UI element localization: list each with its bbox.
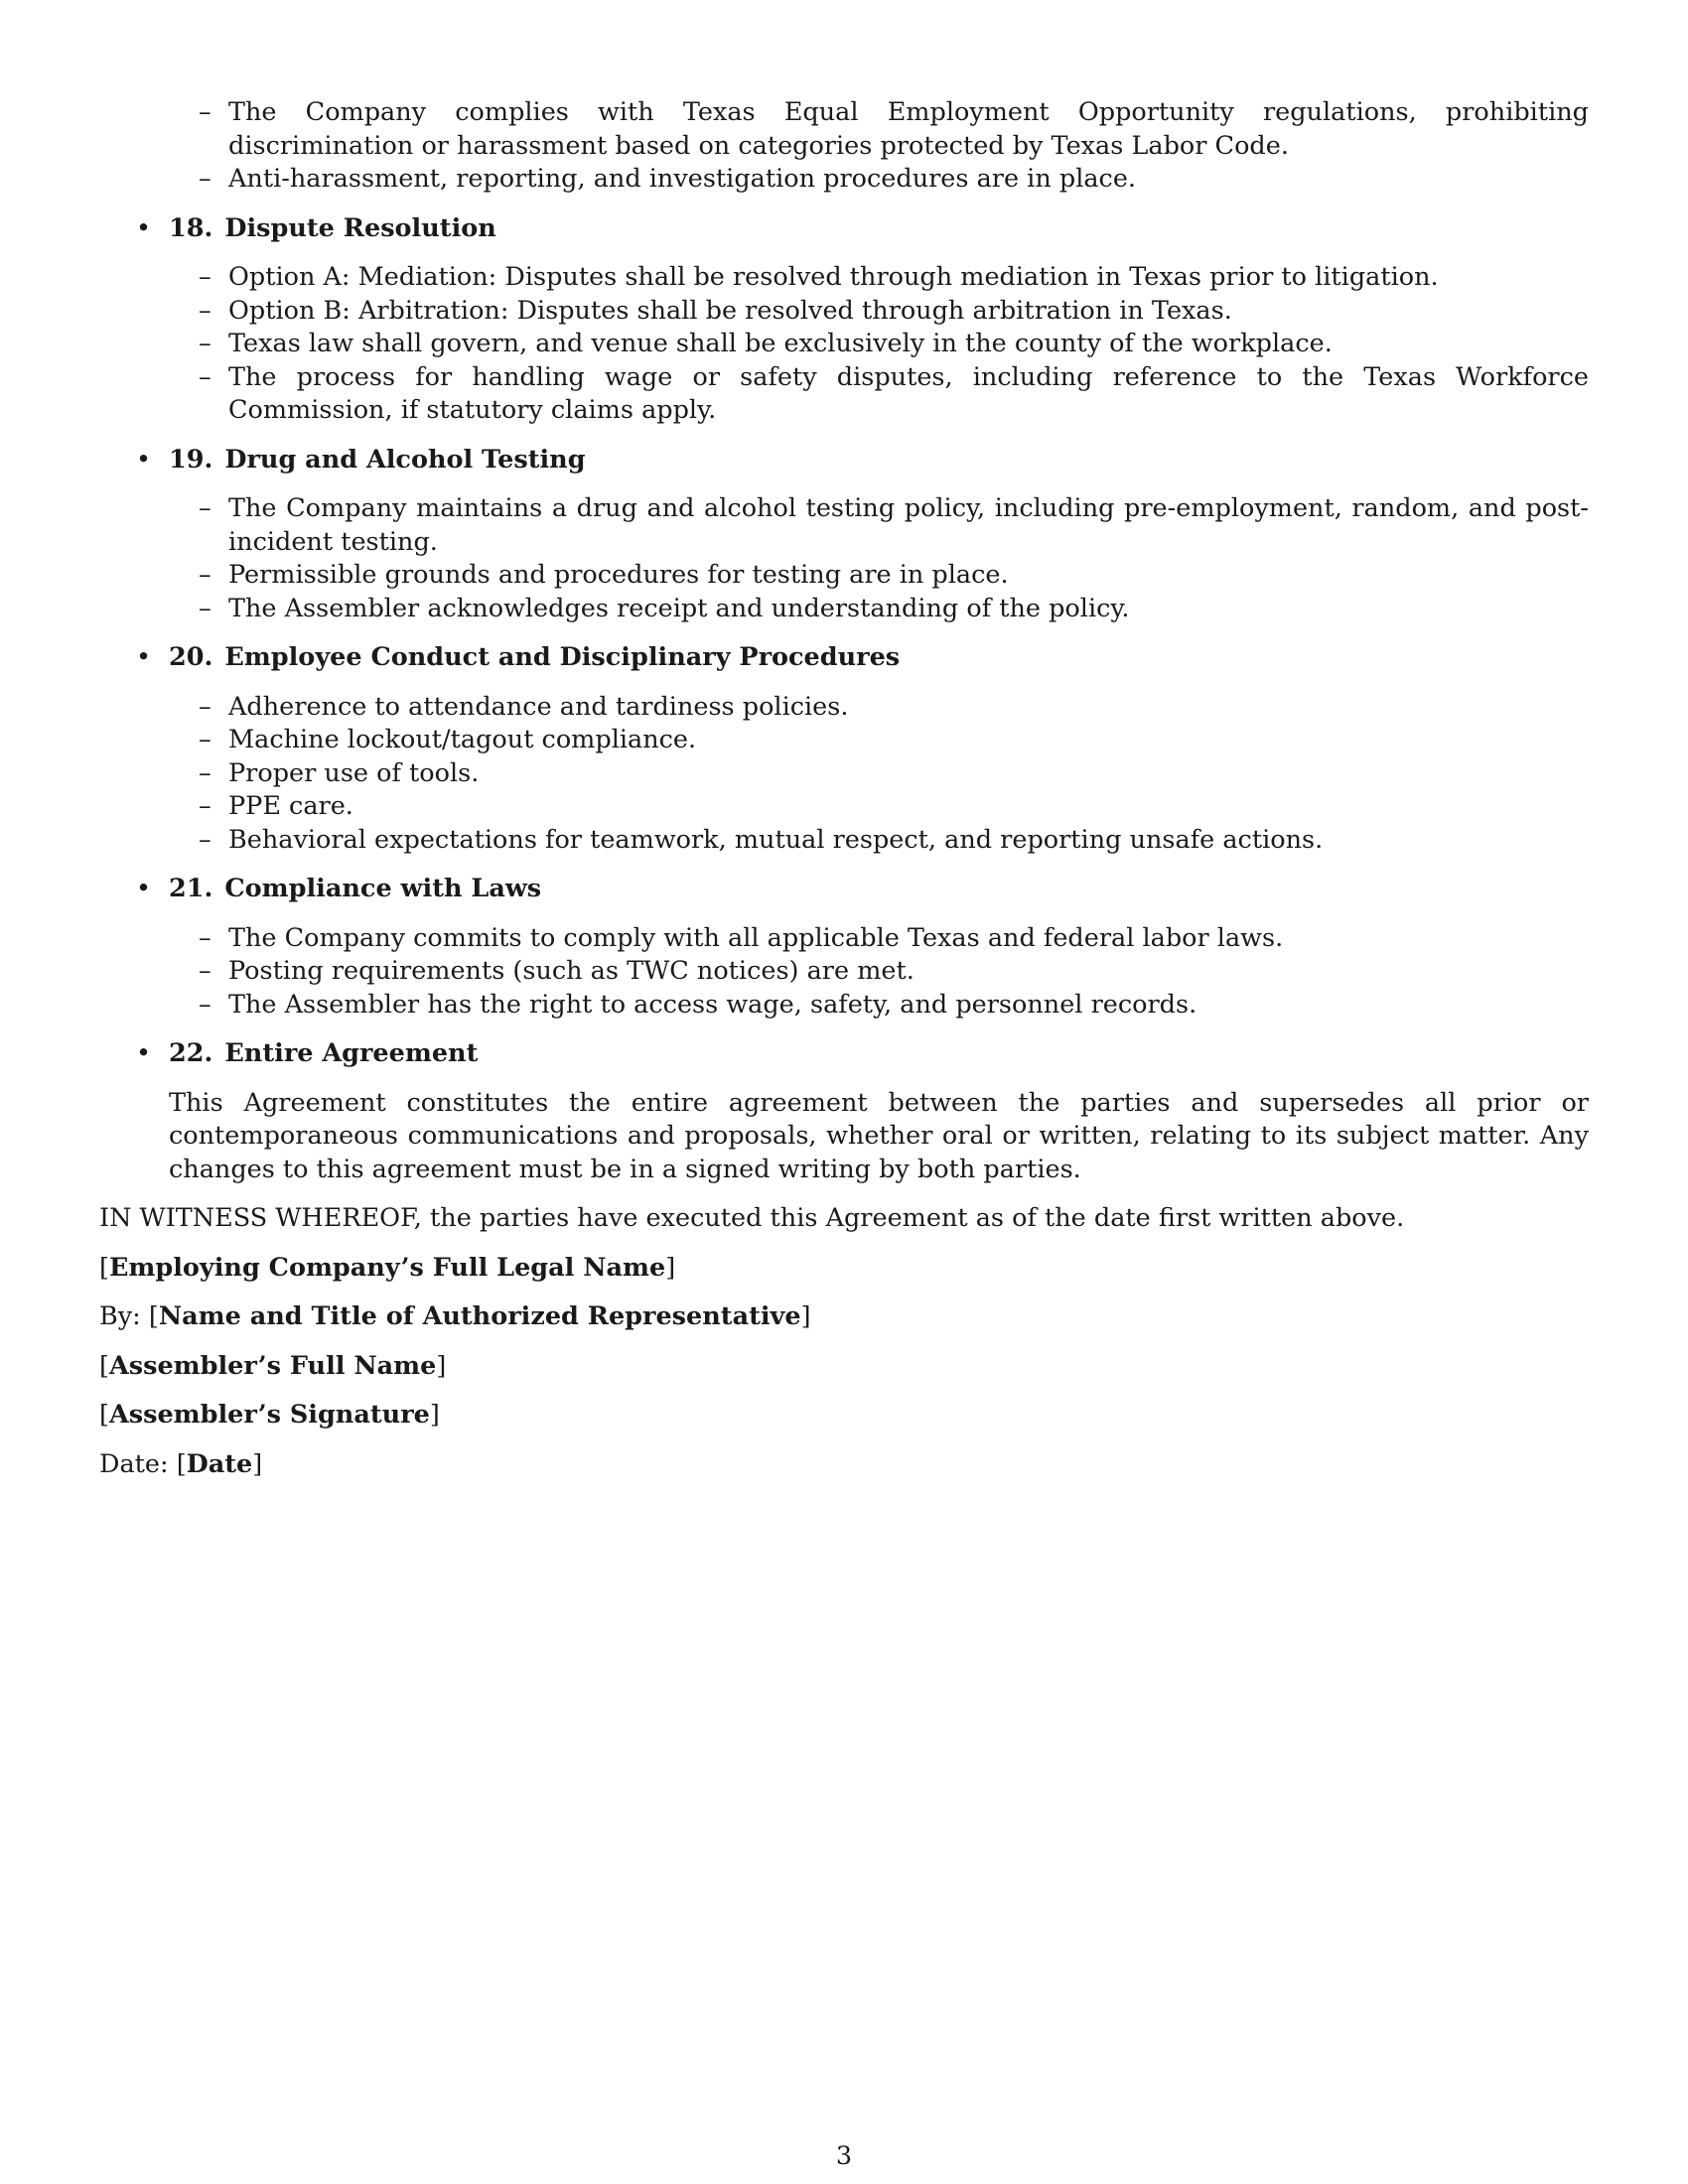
list-item: – The process for handling wage or safety disputes, including reference to the Texas Workforce Commission, if statutory claims apply.	[199, 361, 1589, 425]
list-item: – Option B: Arbitration: Disputes shall be resolved through arbitration in Texas.	[228, 295, 1589, 329]
assembler-name-placeholder: Assembler’s Full Name	[108, 1350, 437, 1381]
dash-marker: –	[199, 97, 211, 127]
list-item: – Option A: Mediation: Disputes shall be resolved through mediation in Texas prior to litigation.	[228, 261, 1589, 295]
list-item: – Proper use of tools.	[228, 757, 1589, 791]
bullet-marker: •	[136, 642, 152, 672]
section-drug-alcohol-testing	[99, 444, 1589, 626]
bracket-close: ]	[436, 1350, 447, 1381]
section-title: Entire Agreement	[224, 1038, 479, 1068]
section-heading	[99, 212, 1589, 246]
date-label: Date:	[99, 1448, 169, 1479]
section-heading	[99, 444, 1589, 478]
bracket-open: [	[148, 1301, 159, 1331]
list-item: – Behavioral expectations for teamwork, mutual respect, and reporting unsafe actions.	[228, 824, 1589, 858]
section-title: Drug and Alcohol Testing	[224, 444, 586, 475]
section-list	[99, 922, 1589, 1023]
bracket-open: [	[176, 1448, 187, 1479]
section-entire-agreement	[99, 1037, 1589, 1186]
dash-marker: –	[199, 295, 211, 326]
list-item: – The Company commits to comply with all applicable Texas and federal labor laws.	[228, 922, 1589, 956]
dash-marker: –	[199, 560, 211, 590]
company-name-placeholder: Employing Company’s Full Legal Name	[108, 1252, 666, 1283]
list-item: – Anti-harassment, reporting, and investigation procedures are in place.	[228, 163, 1589, 197]
company-name-line	[99, 1252, 1589, 1286]
dash-marker: –	[199, 791, 211, 821]
dash-marker: –	[199, 164, 211, 194]
witness-statement: IN WITNESS WHEREOF, the parties have executed this Agreement as of the date first written above.	[99, 1203, 1405, 1233]
section-heading	[99, 1037, 1589, 1071]
section-title: Compliance with Laws	[224, 874, 542, 903]
bracket-close: ]	[252, 1448, 263, 1479]
section-number: 22.	[169, 1038, 213, 1068]
list-item: – Texas law shall govern, and venue shall be exclusively in the county of the workplace.	[228, 328, 1589, 361]
representative-line	[99, 1300, 1589, 1334]
dash-marker: –	[199, 691, 211, 722]
representative-placeholder: Name and Title of Authorized Representative	[158, 1301, 801, 1331]
bullet-marker: •	[136, 874, 152, 903]
dash-marker: –	[199, 329, 211, 358]
list-item: – PPE care.	[228, 790, 1589, 824]
page-number: 3	[835, 2141, 853, 2171]
dash-marker: –	[199, 824, 211, 855]
list-item: – The Company complies with Texas Equal Employment Opportunity regulations, prohibiting discrimination or harassment based on categories protected by Texas Labor Code.	[199, 97, 1589, 161]
dash-marker: –	[199, 956, 211, 986]
dash-marker: –	[199, 262, 211, 292]
assembler-signature-line	[99, 1399, 1589, 1433]
section-number: 18.	[169, 212, 213, 243]
bracket-open: [	[99, 1252, 109, 1283]
list-item: – The Assembler has the right to access wage, safety, and personnel records.	[228, 989, 1589, 1023]
dash-marker: –	[199, 989, 211, 1020]
section-dispute-resolution	[99, 212, 1589, 428]
dash-marker: –	[199, 361, 211, 392]
dash-marker: –	[199, 493, 211, 523]
section-compliance-with-laws	[99, 873, 1589, 1022]
bullet-marker: •	[136, 212, 152, 243]
date-line	[99, 1448, 1589, 1482]
bullet-marker: •	[136, 444, 152, 475]
list-item: – The Company maintains a drug and alcohol testing policy, including pre-employment, random, and post-incident testing.	[199, 493, 1589, 557]
document-page	[99, 96, 1589, 1481]
bracket-open: [	[99, 1350, 109, 1381]
list-item: – Adherence to attendance and tardiness policies.	[228, 691, 1589, 725]
assembler-name-line	[99, 1350, 1589, 1384]
list-item: – Posting requirements (such as TWC notices) are met.	[228, 955, 1589, 989]
list-item: – Machine lockout/tagout compliance.	[228, 724, 1589, 757]
section-title: Employee Conduct and Disciplinary Procedures	[224, 642, 901, 672]
assembler-signature-placeholder: Assembler’s Signature	[108, 1400, 430, 1430]
section-heading	[99, 873, 1589, 906]
by-label: By:	[99, 1301, 141, 1331]
entire-agreement-paragraph: This Agreement constitutes the entire agreement between the parties and supersedes all prior or contemporaneous communications and proposals, whether oral or written, relating to its subject matter. Any changes to this agreement must be in a signed writing by both parties.	[169, 1087, 1589, 1184]
section-employee-conduct	[99, 641, 1589, 857]
section-number: 21.	[169, 874, 213, 903]
list-item: – Permissible grounds and procedures for testing are in place.	[228, 559, 1589, 593]
eeo-list	[99, 96, 1589, 197]
section-list	[99, 492, 1589, 625]
bullet-marker: •	[136, 1038, 152, 1068]
section-title: Dispute Resolution	[224, 212, 496, 243]
section-number: 19.	[169, 444, 213, 475]
dash-marker: –	[199, 757, 211, 788]
date-placeholder: Date	[186, 1448, 253, 1479]
section-list	[99, 691, 1589, 858]
section-list	[99, 261, 1589, 428]
section-number: 20.	[169, 642, 213, 672]
bracket-close: ]	[800, 1301, 811, 1331]
bracket-open: [	[99, 1400, 109, 1430]
list-item: – The Assembler acknowledges receipt and understanding of the policy.	[228, 593, 1589, 626]
dash-marker: –	[199, 922, 211, 953]
bracket-close: ]	[665, 1252, 676, 1283]
section-heading	[99, 641, 1589, 675]
bracket-close: ]	[429, 1400, 440, 1430]
dash-marker: –	[199, 725, 211, 754]
dash-marker: –	[199, 593, 211, 623]
